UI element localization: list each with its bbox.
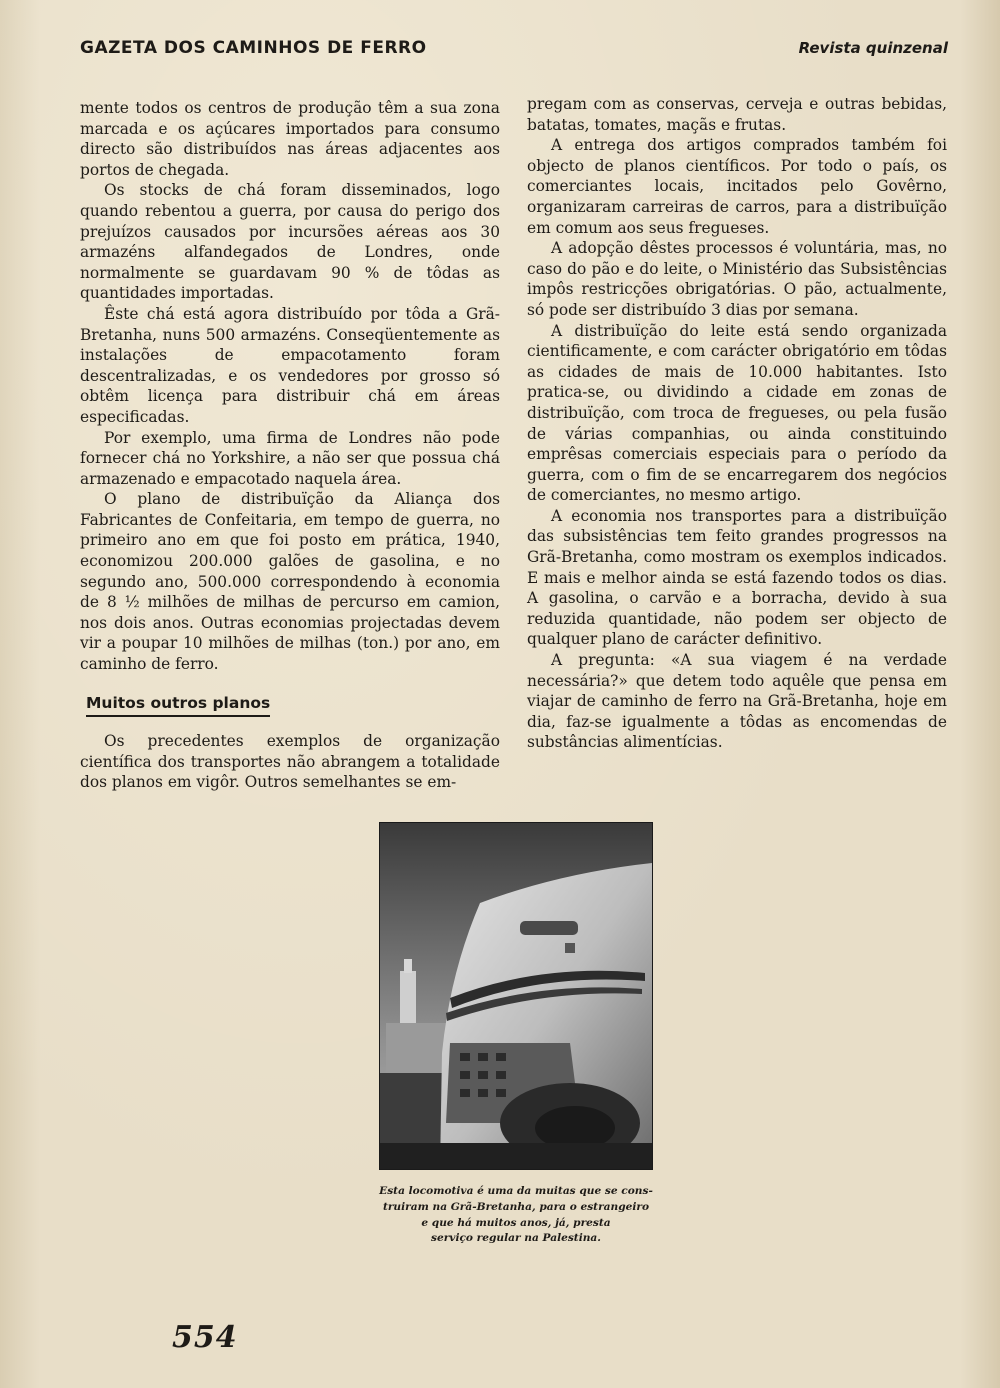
paragraph: A entrega dos artigos comprados também foi objecto de planos científicos. Por todo o país, os comerciantes locais, incitados pelo Govêrno, organizaram carreiras de carros, para a distribuïção em comum aos seus fregueses. [527,136,947,237]
paragraph: pregam com as conservas, cerveja e outras bebidas, batatas, tomates, maçãs e frutas. [527,95,947,134]
running-header [80,38,948,58]
paragraph: mente todos os centros de produção têm a sua zona marcada e os açúcares importados para consumo directo são distribuídos nas áreas adjacentes aos portos de chegada. [80,99,500,179]
caption-line: e que há muitos anos, já, presta [421,1216,611,1229]
locomotive-photo [379,822,653,1170]
paragraph: Por exemplo, uma firma de Londres não pode fornecer chá no Yorkshire, a não ser que possua chá armazenado e empacotado naquela área. [80,428,500,488]
figure-caption [370,1184,662,1247]
paragraph: Os stocks de chá foram disseminados, logo quando rebentou a guerra, por causa do perigo dos prejuízos causados por incursões aéreas aos 30 armazéns alfandegados de Londres, onde normalmente se guardavam 90 % de tôdas as quantidades importadas. [80,181,500,303]
locomotive-illustration [380,823,652,1169]
paragraph: Os precedentes exemplos de organização científica dos transportes não abrangem a totalidade dos planos em vigôr. Outros semelhantes se em- [80,732,500,792]
journal-subtitle: Revista quinzenal [798,39,948,57]
caption-line: Esta locomotiva é uma da muitas que se cons- [379,1185,653,1197]
paragraph: Êste chá está agora distribuído por tôda a Grã-Bretanha, nuns 500 armazéns. Conseqüentemente as instalações de empacotamento foram descentralizadas, e os vendedores por grosso só obtêm licença para distribuir chá em áreas especificadas. [80,304,500,426]
journal-title: GAZETA DOS CAMINHOS DE FERRO [80,38,427,58]
paragraph: A economia nos transportes para a distribuïção das subsistências tem feito grandes progressos na Grã-Bretanha, como mostram os exemplos indicados. E mais e melhor ainda se está fazendo todos os dias. A gasolina, o carvão e a borracha, devido à sua reduzida quantidade, não podem ser objecto de qualquer plano de carácter definitivo. [527,506,947,649]
page-number: 554 [172,1320,238,1355]
paragraph: O plano de distribuïção da Aliança dos Fabricantes de Confeitaria, em tempo de guerra, no primeiro ano em que foi posto em prática, 1940, economizou 200.000 galões de gasolina, e no segundo ano, 500.000 correspondendo à economia de 8 ½ milhões de milhas de percurso em camion, nos dois anos. Outras economias projectadas devem vir a poupar 10 milhões de milhas (ton.) por ano, em caminho de ferro. [80,490,500,674]
paragraph: A distribuïção do leite está sendo organizada cientificamente, e com carácter obrigatório em tôdas as cidades de mais de 10.000 habitantes. Isto pratica-se, ou dividindo a cidade em zonas de distribuïção, com troca de fregueses, ou pela fusão de várias companhias, ou ainda constituindo emprêsas comerciais especiais para o período da guerra, com o fim de se encarregarem dos negócios de comerciantes, no mesmo artigo. [527,321,947,505]
right-column [527,94,947,753]
left-column [80,98,500,793]
section-heading: Muitos outros planos [86,693,270,718]
paragraph: A pregunta: «A sua viagem é na verdade necessária?» que detem todo aquêle que pensa em viajar de caminho de ferro na Grã-Bretanha, hoje em dia, faz-se igualmente a tôdas as encomendas de substâncias alimentícias. [527,651,947,752]
caption-line: serviço regular na Palestina. [431,1232,601,1245]
caption-line: truiram na Grã-Bretanha, para o estrangeiro [382,1200,650,1213]
paragraph: A adopção dêstes processos é voluntária, mas, no caso do pão e do leite, o Ministério das Subsistências impôs restricções obrigatórias. O pão, actualmente, só pode ser distribuído 3 dias por semana. [527,239,947,319]
